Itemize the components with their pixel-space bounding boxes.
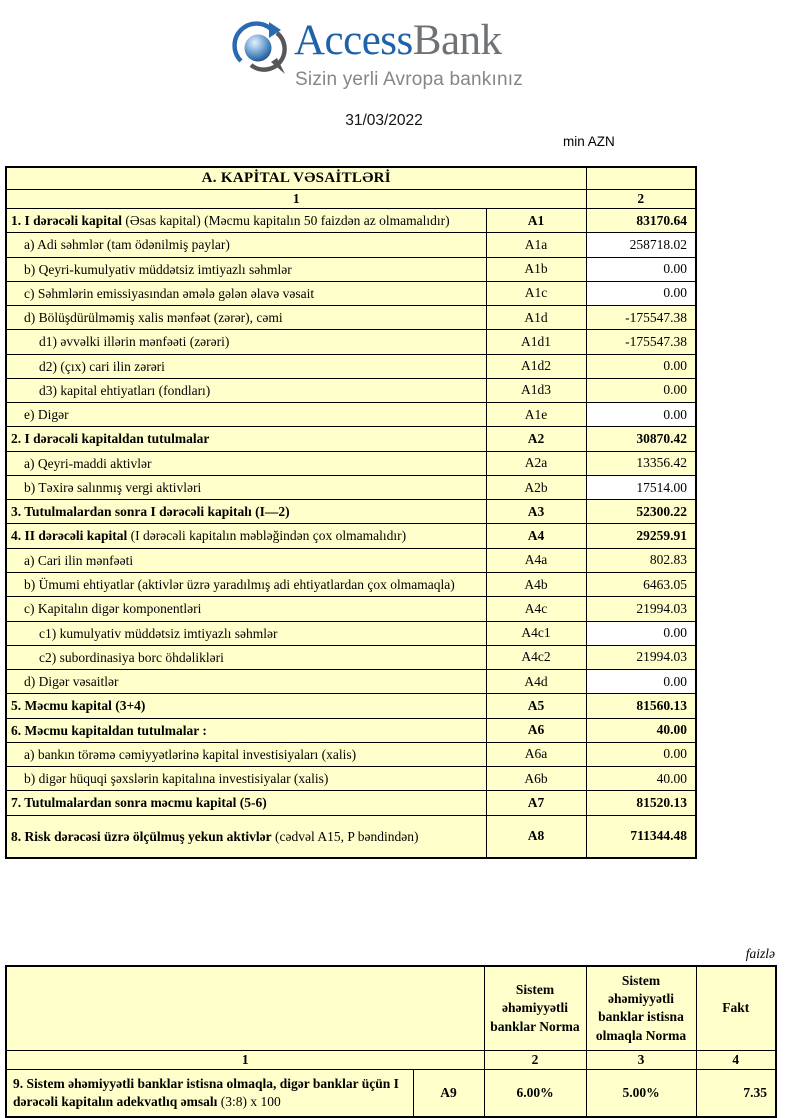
table-row	[6, 500, 696, 524]
table-row	[6, 791, 696, 815]
row-value: 17514.00	[586, 475, 696, 499]
brand-bank-text: Bank	[412, 17, 502, 64]
row-label	[6, 427, 486, 451]
row-label	[6, 209, 486, 233]
table-row	[6, 767, 696, 791]
column-number-row	[6, 190, 696, 209]
row-label	[6, 378, 486, 402]
table-row	[6, 354, 696, 378]
row-label	[6, 645, 486, 669]
table-row	[6, 281, 696, 305]
row-label-text: (cədvəl A15, P bəndindən)	[271, 828, 419, 844]
table-row	[6, 330, 696, 354]
capital-table	[5, 166, 697, 859]
table-row	[6, 597, 696, 621]
table-row	[6, 209, 696, 233]
table-row	[6, 645, 696, 669]
row-label	[6, 451, 486, 475]
row-code: A2a	[486, 451, 586, 475]
row-code: A1d3	[486, 378, 586, 402]
row-value: 0.00	[586, 281, 696, 305]
row-value: 802.83	[586, 548, 696, 572]
ratio-table	[5, 965, 777, 1118]
row-label	[6, 548, 486, 572]
row-label	[6, 257, 486, 281]
row-label	[6, 524, 486, 548]
table-row	[6, 694, 696, 718]
brand-access-text: Access	[294, 17, 413, 64]
row-value: -175547.38	[586, 330, 696, 354]
row-code: A4c2	[486, 645, 586, 669]
ratio-col-number-4: 4	[696, 1050, 776, 1069]
row-value: 30870.42	[586, 427, 696, 451]
row-value: 0.00	[586, 257, 696, 281]
row-label-text: c2) subordinasiya borc öhdəlikləri	[39, 649, 224, 665]
row-label-text: a) Adi səhmlər (tam ödənilmiş paylar)	[24, 237, 230, 253]
row-label-text: d) Bölüşdürülməmiş xalis mənfəət (zərər), cəmi	[24, 310, 283, 326]
table-row	[6, 451, 696, 475]
ratio-row-label-bold: 9. Sistem əhəmiyyətli banklar istisna olmaqla, digər banklar üçün I dərəcəli kapitalın adekvatlıq əmsalı	[13, 1076, 399, 1109]
row-label-text: e) Digər	[24, 407, 69, 423]
row-code: A4c1	[486, 621, 586, 645]
row-label-text: d2) (çıx) cari ilin zərəri	[39, 358, 165, 374]
row-code: A4	[486, 524, 586, 548]
row-value: 13356.42	[586, 451, 696, 475]
row-label-text: d) Digər vəsaitlər	[24, 674, 119, 690]
table-row	[6, 475, 696, 499]
row-label-text: (I dərəcəli kapitalın məbləğindən çox olmamalıdır)	[127, 528, 407, 544]
ratio-col-number-1: 1	[6, 1050, 484, 1069]
row-code: A4d	[486, 670, 586, 694]
row-code: A1e	[486, 403, 586, 427]
row-label-bold: 2. I dərəcəli kapitaldan tutulmalar	[11, 431, 210, 447]
table-row	[6, 718, 696, 742]
row-label	[6, 767, 486, 791]
row-value: 81520.13	[586, 791, 696, 815]
table-row	[6, 233, 696, 257]
row-label-text: c) Səhmlərin emissiyasından əmələ gələn əlavə vəsait	[24, 285, 315, 301]
table-row	[6, 403, 696, 427]
row-value: 29259.91	[586, 524, 696, 548]
row-value: 0.00	[586, 403, 696, 427]
row-value: 0.00	[586, 378, 696, 402]
col-header-systemic-banks-norm: Sistem əhəmiyyətli banklar Norma	[484, 966, 586, 1050]
row-value: 40.00	[586, 767, 696, 791]
table-row	[6, 524, 696, 548]
row-code: A1c	[486, 281, 586, 305]
row-label-bold: 7. Tutulmalardan sonra məcmu kapital (5-6)	[11, 795, 267, 811]
row-code: A8	[486, 815, 586, 858]
ratio-column-number-row	[6, 1050, 776, 1069]
row-label-text: d1) əvvəlki illərin mənfəəti (zərəri)	[39, 334, 230, 350]
ratio-row-label-text: (3:8) x 100	[220, 1093, 281, 1109]
row-label	[6, 621, 486, 645]
globe-arrows-icon	[228, 17, 292, 77]
row-label	[6, 354, 486, 378]
ratio-col-number-2: 2	[484, 1050, 586, 1069]
row-code: A1d	[486, 306, 586, 330]
row-label-text: a) bankın törəmə cəmiyyətlərinə kapital investisiyaları (xalis)	[24, 746, 357, 762]
row-value: 83170.64	[586, 209, 696, 233]
row-code: A3	[486, 500, 586, 524]
row-value: 258718.02	[586, 233, 696, 257]
row-value: 21994.03	[586, 597, 696, 621]
table-row	[6, 670, 696, 694]
currency-unit-label: min AZN	[563, 134, 615, 149]
row-label	[6, 670, 486, 694]
row-label	[6, 403, 486, 427]
row-label	[6, 694, 486, 718]
row-value: 81560.13	[586, 694, 696, 718]
col-number-1: 1	[6, 190, 586, 209]
percent-unit-label: faizlə	[745, 946, 775, 961]
capital-table-title: A. KAPİTAL VƏSAİTLƏRİ	[6, 167, 586, 190]
row-label-text: a) Cari ilin mənfəəti	[24, 552, 134, 568]
row-label-text: b) digər hüquqi şəxslərin kapitalına investisiyalar (xalis)	[24, 771, 329, 787]
col-number-2: 2	[586, 190, 696, 209]
table-row	[6, 815, 696, 858]
row-value: 0.00	[586, 354, 696, 378]
ratio-norm-non-systemic-value: 5.00%	[586, 1069, 696, 1117]
table-row	[6, 257, 696, 281]
row-label	[6, 233, 486, 257]
row-value: 6463.05	[586, 572, 696, 596]
ratio-header-empty-cell	[6, 966, 484, 1050]
table-row	[6, 572, 696, 596]
row-code: A7	[486, 791, 586, 815]
row-value: -175547.38	[586, 306, 696, 330]
row-value: 21994.03	[586, 645, 696, 669]
row-code: A1d1	[486, 330, 586, 354]
row-code: A1	[486, 209, 586, 233]
row-code: A4a	[486, 548, 586, 572]
row-label-bold: 1. I dərəcəli kapital	[11, 213, 122, 228]
report-date: 31/03/2022	[345, 112, 423, 129]
ratio-header-row	[6, 966, 776, 1050]
col-header-fakt: Fakt	[696, 966, 776, 1050]
row-label-text: b) Qeyri-kumulyativ müddətsiz imtiyazlı səhmlər	[24, 261, 292, 277]
row-label-text: d3) kapital ehtiyatları (fondları)	[39, 382, 211, 398]
row-label-text: b) Təxirə salınmış vergi aktivləri	[24, 479, 202, 495]
row-label	[6, 597, 486, 621]
row-label	[6, 330, 486, 354]
table-row	[6, 427, 696, 451]
row-value: 40.00	[586, 718, 696, 742]
accessbank-logo	[294, 19, 502, 63]
brand-tagline: Sizin yerli Avropa bankınız	[295, 69, 523, 90]
row-label	[6, 306, 486, 330]
row-label	[6, 500, 486, 524]
row-label-text: b) Ümumi ehtiyatlar (aktivlər üzrə yaradılmış adi ehtiyatlardan çox olmamaqla)	[24, 576, 455, 592]
table-row	[6, 306, 696, 330]
row-label-bold: 5. Məcmu kapital (3+4)	[11, 698, 146, 714]
row-code: A1b	[486, 257, 586, 281]
row-code: A5	[486, 694, 586, 718]
row-code: A1a	[486, 233, 586, 257]
row-code: A4b	[486, 572, 586, 596]
capital-table-title-empty-cell	[586, 167, 696, 190]
row-label-bold: 4. II dərəcəli kapital	[11, 528, 128, 544]
row-label	[6, 791, 486, 815]
row-code: A1d2	[486, 354, 586, 378]
ratio-fact-value: 7.35	[696, 1069, 776, 1117]
row-code: A6	[486, 718, 586, 742]
ratio-row-label	[6, 1069, 413, 1117]
row-code: A4c	[486, 597, 586, 621]
row-value: 0.00	[586, 621, 696, 645]
capital-table-title-row	[6, 167, 696, 190]
row-value: 52300.22	[586, 500, 696, 524]
table-row	[6, 742, 696, 766]
row-label-text: a) Qeyri-maddi aktivlər	[24, 455, 152, 471]
row-label	[6, 815, 486, 858]
ratio-norm-systemic-value: 6.00%	[484, 1069, 586, 1117]
ratio-col-number-3: 3	[586, 1050, 696, 1069]
row-label	[6, 718, 486, 742]
ratio-data-row	[6, 1069, 776, 1117]
col-header-non-systemic-banks-norm: Sistem əhəmiyyətli banklar istisna olmaqla Norma	[586, 966, 696, 1050]
row-label-bold: 8. Risk dərəcəsi üzrə ölçülmuş yekun aktivlər	[11, 828, 272, 844]
row-label	[6, 572, 486, 596]
ratio-row-code: A9	[413, 1069, 484, 1117]
row-code: A2	[486, 427, 586, 451]
row-label-bold: 6. Məcmu kapitaldan tutulmalar :	[11, 722, 207, 738]
row-label	[6, 475, 486, 499]
table-row	[6, 378, 696, 402]
row-label	[6, 281, 486, 305]
row-label-text: c1) kumulyativ müddətsiz imtiyazlı səhmlər	[39, 625, 278, 641]
row-label	[6, 742, 486, 766]
table-row	[6, 548, 696, 572]
row-label-text: c) Kapitalın digər komponentləri	[24, 601, 202, 617]
row-value: 0.00	[586, 670, 696, 694]
row-code: A2b	[486, 475, 586, 499]
row-code: A6a	[486, 742, 586, 766]
table-row	[6, 621, 696, 645]
row-label-bold: 3. Tutulmalardan sonra I dərəcəli kapitalı (I—2)	[11, 504, 290, 520]
row-label-text: (Əsas kapital) (Məcmu kapitalın 50 faizdən az olmamalıdır)	[122, 213, 450, 228]
row-value: 0.00	[586, 742, 696, 766]
row-value: 711344.48	[586, 815, 696, 858]
row-code: A6b	[486, 767, 586, 791]
